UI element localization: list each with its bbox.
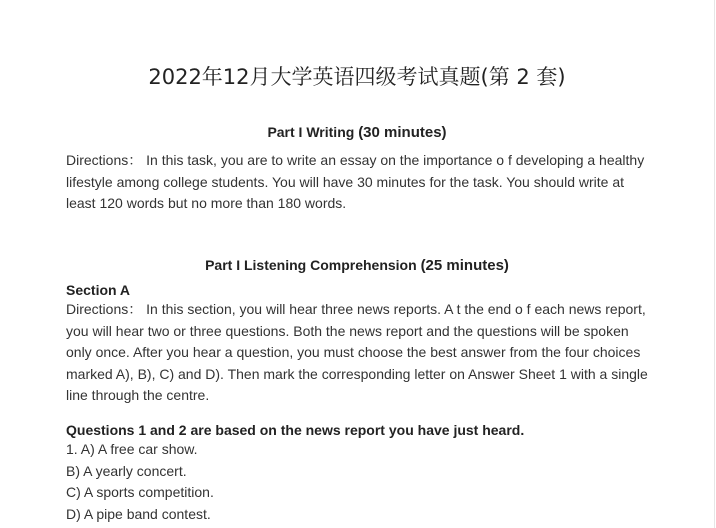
part2-heading [0, 255, 714, 276]
section-a-label: Section A [66, 282, 131, 298]
part1-heading [0, 122, 714, 143]
part2-duration: (25 minutes) [420, 257, 509, 274]
answer-option: 1. A) A free car show. [66, 441, 198, 457]
part1-duration: (30 minutes) [358, 124, 447, 141]
answer-option: D) A pipe band contest. [66, 505, 211, 522]
part1-heading-label: Part I Writing [267, 124, 355, 140]
question-group-heading: Questions 1 and 2 are based on the news report you have just heard. [66, 422, 525, 438]
part1-directions: Directions： In this task, you are to write an essay on the importance o f developing a healthy lifestyle among college students. You will have 30 minutes for the task. You should write at least 120 words but no more than 180 words. [66, 152, 645, 211]
part2-directions: Directions： In this section, you will hear three news reports. A t the end o f each news report, you will hear two or three questions. Both the news report and the questions will be spoken only once. After you hear a question, you must choose the best answer from the four choices marked A), B), C) and D). Then mark the corresponding letter on Answer Sheet 1 with a single line through the centre. [66, 301, 648, 403]
answer-options [66, 439, 214, 525]
answer-option: C) A sports competition. [66, 484, 214, 500]
answer-option: B) A yearly concert. [66, 462, 187, 479]
document-title: 2022年12月大学英语四级考试真题(第 2 套) [148, 65, 566, 89]
part2-heading-label: Part I Listening Comprehension [205, 257, 417, 273]
